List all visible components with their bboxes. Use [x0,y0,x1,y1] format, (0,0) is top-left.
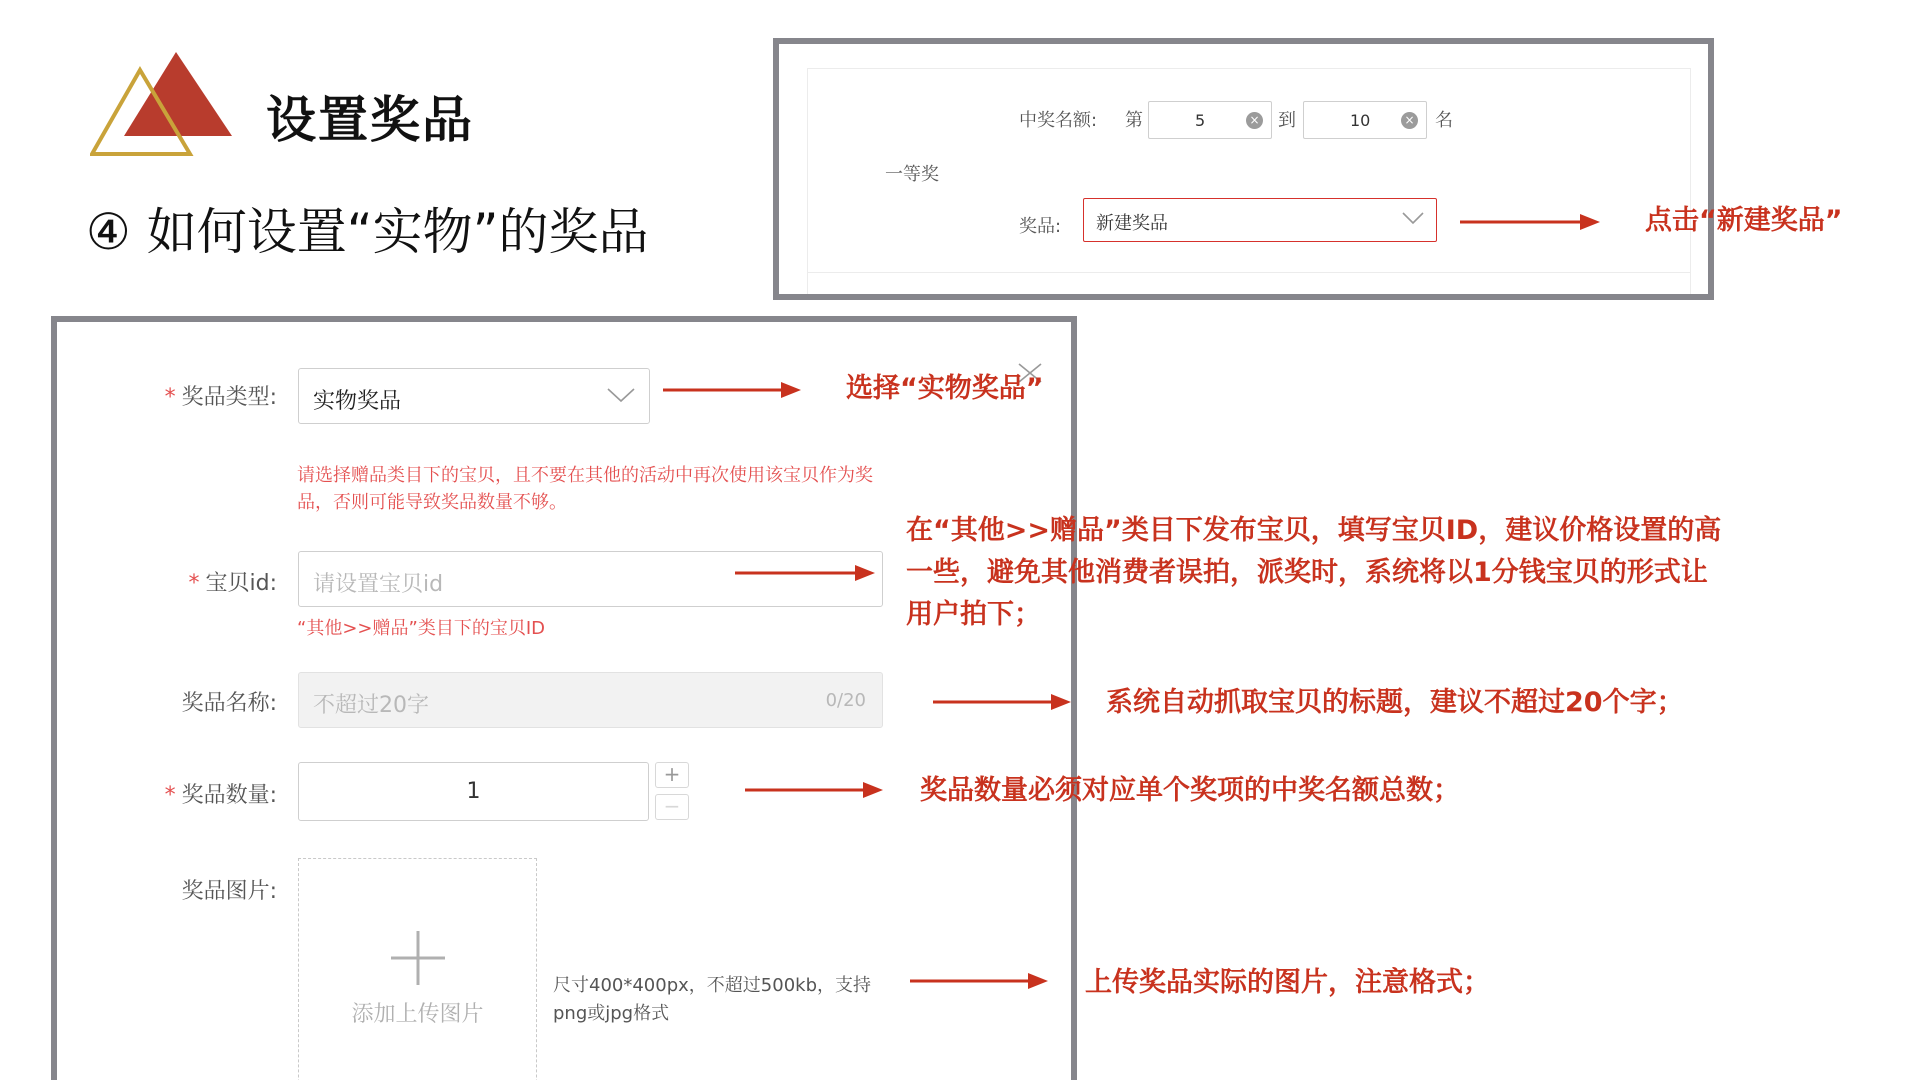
category-warning: 请选择赠品类目下的宝贝，且不要在其他的活动中再次使用该宝贝作为奖品，否则可能导致奖品数量不够。 [297,465,873,513]
minus-icon[interactable]: − [655,794,689,820]
quantity-value: 1 [466,779,481,804]
quota-to-input[interactable] [1303,101,1427,139]
prize-tier-panel [773,38,1714,300]
note-prize-name: 系统自动抓取宝贝的标题，建议不超过20个字； [1106,687,1684,718]
arrow-right-icon [933,694,1071,710]
note-quantity: 奖品数量必须对应单个奖项的中奖名额总数； [920,775,1460,806]
quota-label: 中奖名额: [1019,110,1098,131]
note-image: 上传奖品实际的图片，注意格式； [1085,967,1490,998]
upload-requirements: 尺寸400*400px，不超过500kb，支持png或jpg格式 [553,975,871,1024]
item-id-hint: “其他>>赠品”类目下的宝贝ID [297,618,545,639]
prize-label: 奖品: [1019,216,1062,237]
item-id-label: * 宝贝id: [188,571,277,596]
chevron-down-icon [607,387,635,403]
prize-name-placeholder: 不超过20字 [313,693,429,718]
prize-type-label: * 奖品类型: [164,385,277,410]
required-mark: * [164,385,176,410]
note-item-id: 在“其他>>赠品”类目下发布宝贝，填写宝贝ID，建议价格设置的高一些，避免其他消费者误拍，派奖时，系统将以1分钱宝贝的形式让用户拍下； [906,515,1722,630]
chevron-down-icon [1402,211,1424,225]
prize-form-dialog [51,316,1077,1080]
prize-type-value: 实物奖品 [313,389,402,414]
add-icon [389,929,447,987]
page-subtitle: ④ 如何设置“实物”的奖品 [86,203,649,261]
arrow-right-icon [735,565,875,581]
item-id-placeholder: 请设置宝贝id [313,572,444,597]
prize-name-input [298,672,883,728]
note-choose-physical: 选择“实物奖品” [846,373,1044,404]
prize-select[interactable] [1083,198,1437,242]
arrow-right-icon [1460,214,1600,230]
prize-type-select[interactable] [298,368,650,424]
arrow-right-icon [745,782,883,798]
quota-from-word: 第 [1125,110,1143,131]
quota-to-word: 到 [1278,110,1296,131]
arrow-right-icon [910,973,1048,989]
prize-name-label: 奖品名称: [181,691,277,716]
image-upload-area[interactable] [298,858,537,1080]
tier-card-divider [807,272,1691,273]
clear-icon[interactable]: × [1246,112,1263,129]
quota-to-value: 10 [1350,111,1371,130]
char-counter: 0/20 [825,690,866,711]
required-mark: * [164,783,176,808]
quota-from-value: 5 [1195,111,1206,130]
page-title: 设置奖品 [266,91,474,149]
quota-from-input[interactable] [1148,101,1272,139]
logo-triangles-icon [90,52,235,156]
tier-name: 一等奖 [885,164,939,185]
prize-select-value: 新建奖品 [1096,213,1168,234]
upload-text: 添加上传图片 [351,1002,484,1027]
quantity-stepper[interactable] [298,762,649,821]
quota-rank-word: 名 [1435,110,1453,131]
plus-icon[interactable]: + [655,762,689,788]
clear-icon[interactable]: × [1401,112,1418,129]
arrow-right-icon [663,382,801,398]
required-mark: * [188,571,200,596]
quantity-label: * 奖品数量: [164,783,277,808]
image-label: 奖品图片: [181,879,277,904]
note-click-new-prize: 点击“新建奖品” [1645,205,1843,236]
